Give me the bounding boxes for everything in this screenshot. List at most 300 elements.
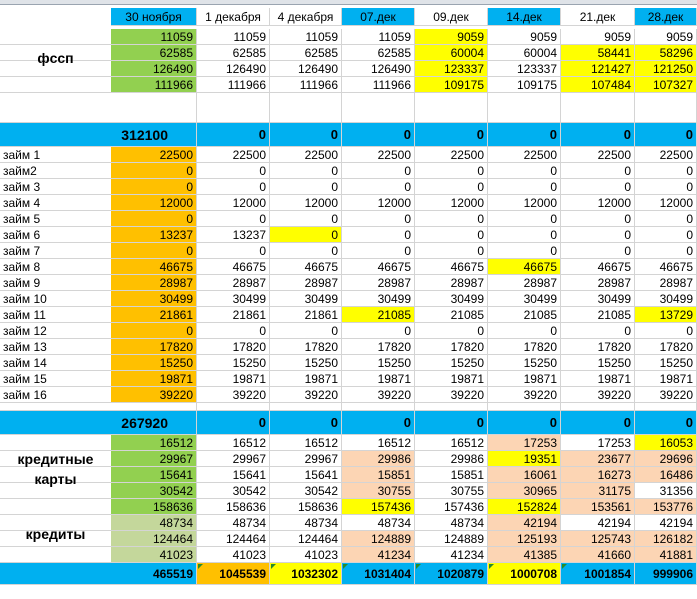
cell-value[interactable]: 28987 [415, 275, 488, 291]
cell-value[interactable]: 13237 [111, 227, 197, 243]
cell-value[interactable]: 0 [342, 123, 415, 147]
cell-value[interactable]: 0 [488, 211, 561, 227]
cell-value[interactable]: 267920 [111, 411, 197, 435]
cell-value[interactable]: 157436 [342, 499, 415, 515]
cell-value[interactable]: 0 [415, 411, 488, 435]
cell-value[interactable]: 12000 [488, 195, 561, 211]
cell-value[interactable]: 1031404 [342, 563, 415, 585]
cell-value[interactable]: 62585 [270, 45, 342, 61]
cell-value[interactable]: 0 [270, 411, 342, 435]
cell-value[interactable]: 42194 [561, 515, 635, 531]
cell-value[interactable]: 125193 [488, 531, 561, 547]
cell-value[interactable]: 21085 [561, 307, 635, 323]
cell-value[interactable]: 158636 [270, 499, 342, 515]
cell-value[interactable]: 46675 [342, 259, 415, 275]
row-label[interactable]: займ 4 [0, 195, 111, 211]
cell-value[interactable]: 17820 [415, 339, 488, 355]
cell-value[interactable]: 124464 [111, 531, 197, 547]
cell-value[interactable]: 0 [561, 411, 635, 435]
cell-value[interactable]: 0 [111, 243, 197, 259]
cell-value[interactable]: 107484 [561, 77, 635, 93]
cell-value[interactable]: 0 [197, 163, 270, 179]
cell-value[interactable]: 28987 [197, 275, 270, 291]
cell-value[interactable] [270, 403, 342, 411]
cell-value[interactable] [111, 93, 197, 123]
cell-value[interactable]: 41385 [488, 547, 561, 563]
cell-value[interactable]: 16061 [488, 467, 561, 483]
cell-value[interactable]: 29986 [342, 451, 415, 467]
cell-value[interactable]: 30755 [415, 483, 488, 499]
cell-value[interactable]: 0 [342, 243, 415, 259]
cell-value[interactable]: 0 [197, 211, 270, 227]
cell-value[interactable] [561, 403, 635, 411]
cell-value[interactable]: 21861 [197, 307, 270, 323]
cell-value[interactable]: 19871 [342, 371, 415, 387]
cell-value[interactable]: 153776 [635, 499, 697, 515]
row-label[interactable] [0, 93, 111, 123]
row-label[interactable]: займ 7 [0, 243, 111, 259]
cell-value[interactable]: 17820 [488, 339, 561, 355]
row-label[interactable]: займ 16 [0, 387, 111, 403]
cell-value[interactable]: 0 [488, 123, 561, 147]
cell-value[interactable]: 39220 [342, 387, 415, 403]
cell-value[interactable]: 17820 [111, 339, 197, 355]
cell-value[interactable]: 17820 [561, 339, 635, 355]
row-label[interactable]: займ 14 [0, 355, 111, 371]
cell-value[interactable]: 15641 [197, 467, 270, 483]
cell-value[interactable]: 30542 [197, 483, 270, 499]
cell-value[interactable]: 126490 [111, 61, 197, 77]
row-label[interactable]: займ 9 [0, 275, 111, 291]
cell-value[interactable]: 46675 [488, 259, 561, 275]
cell-value[interactable]: 0 [561, 179, 635, 195]
cell-value[interactable]: 0 [635, 227, 697, 243]
cell-value[interactable]: 41234 [342, 547, 415, 563]
cell-value[interactable]: 0 [270, 179, 342, 195]
cell-value[interactable] [270, 93, 342, 123]
cell-value[interactable]: 46675 [270, 259, 342, 275]
cell-value[interactable]: 19871 [561, 371, 635, 387]
cell-value[interactable]: 19871 [111, 371, 197, 387]
cell-value[interactable]: 0 [415, 243, 488, 259]
cell-value[interactable]: 124889 [342, 531, 415, 547]
cell-value[interactable]: 41023 [197, 547, 270, 563]
cell-value[interactable] [635, 93, 697, 123]
cell-value[interactable]: 0 [635, 123, 697, 147]
cell-value[interactable]: 12000 [111, 195, 197, 211]
cell-value[interactable]: 11059 [342, 29, 415, 45]
cell-value[interactable]: 16512 [111, 435, 197, 451]
date-header-8[interactable]: 28.дек [635, 8, 697, 26]
cell-value[interactable]: 28987 [111, 275, 197, 291]
cell-value[interactable]: 157436 [415, 499, 488, 515]
cell-value[interactable]: 999906 [635, 563, 697, 585]
cell-value[interactable]: 0 [111, 323, 197, 339]
row-label[interactable]: займ 15 [0, 371, 111, 387]
cell-value[interactable]: 15250 [111, 355, 197, 371]
cell-value[interactable]: 0 [415, 179, 488, 195]
cell-value[interactable]: 124464 [270, 531, 342, 547]
row-label[interactable] [0, 499, 111, 515]
cell-value[interactable]: 15851 [415, 467, 488, 483]
cell-value[interactable]: 0 [488, 227, 561, 243]
cell-value[interactable]: 0 [270, 323, 342, 339]
row-label[interactable] [0, 547, 111, 563]
cell-value[interactable]: 13729 [635, 307, 697, 323]
cell-value[interactable]: 0 [561, 243, 635, 259]
cell-value[interactable]: 17820 [197, 339, 270, 355]
cell-value[interactable]: 123337 [415, 61, 488, 77]
cell-value[interactable]: 39220 [197, 387, 270, 403]
cell-value[interactable]: 22500 [197, 147, 270, 163]
cell-value[interactable]: 17253 [488, 435, 561, 451]
cell-value[interactable]: 153561 [561, 499, 635, 515]
date-header-7[interactable]: 21.дек [561, 8, 635, 26]
column-header-strip[interactable] [0, 0, 697, 5]
cell-value[interactable]: 19871 [488, 371, 561, 387]
cell-value[interactable]: 0 [561, 163, 635, 179]
cell-value[interactable]: 16486 [635, 467, 697, 483]
cell-value[interactable]: 0 [342, 211, 415, 227]
cell-value[interactable] [561, 93, 635, 123]
cell-value[interactable]: 0 [197, 411, 270, 435]
cell-value[interactable]: 22500 [342, 147, 415, 163]
cell-value[interactable]: 0 [197, 179, 270, 195]
cell-value[interactable]: 12000 [561, 195, 635, 211]
cell-value[interactable] [415, 403, 488, 411]
row-label[interactable]: займ 5 [0, 211, 111, 227]
cell-value[interactable]: 30499 [415, 291, 488, 307]
cell-value[interactable]: 0 [415, 227, 488, 243]
cell-value[interactable]: 13237 [197, 227, 270, 243]
cell-value[interactable]: 0 [111, 211, 197, 227]
cell-value[interactable]: 0 [270, 243, 342, 259]
row-label[interactable] [0, 77, 111, 93]
row-label[interactable] [0, 29, 111, 45]
cell-value[interactable]: 465519 [111, 563, 197, 585]
cell-value[interactable]: 29967 [270, 451, 342, 467]
cell-value[interactable]: 125743 [561, 531, 635, 547]
cell-value[interactable]: 15641 [111, 467, 197, 483]
cell-value[interactable]: 1000708 [488, 563, 561, 585]
cell-value[interactable]: 39220 [561, 387, 635, 403]
cell-value[interactable]: 19351 [488, 451, 561, 467]
cell-value[interactable]: 111966 [197, 77, 270, 93]
cell-value[interactable]: 60004 [488, 45, 561, 61]
cell-value[interactable]: 0 [111, 179, 197, 195]
cell-value[interactable]: 0 [488, 243, 561, 259]
cell-value[interactable]: 42194 [488, 515, 561, 531]
cell-value[interactable]: 30499 [270, 291, 342, 307]
cell-value[interactable]: 30499 [342, 291, 415, 307]
cell-value[interactable]: 15641 [270, 467, 342, 483]
cell-value[interactable]: 22500 [270, 147, 342, 163]
cell-value[interactable]: 1001854 [561, 563, 635, 585]
row-label[interactable]: займ 10 [0, 291, 111, 307]
cell-value[interactable]: 17820 [342, 339, 415, 355]
cell-value[interactable]: 41023 [270, 547, 342, 563]
cell-value[interactable]: 12000 [342, 195, 415, 211]
cell-value[interactable]: 15250 [270, 355, 342, 371]
cell-value[interactable]: 46675 [635, 259, 697, 275]
cell-value[interactable]: 11059 [270, 29, 342, 45]
cell-value[interactable] [488, 403, 561, 411]
row-label[interactable] [0, 411, 111, 435]
cell-value[interactable]: 0 [197, 243, 270, 259]
cell-value[interactable]: 39220 [270, 387, 342, 403]
cell-value[interactable]: 16512 [270, 435, 342, 451]
cell-value[interactable]: 19871 [270, 371, 342, 387]
cell-value[interactable]: 0 [342, 227, 415, 243]
cell-value[interactable]: 46675 [415, 259, 488, 275]
cell-value[interactable]: 9059 [561, 29, 635, 45]
cell-value[interactable]: 0 [635, 211, 697, 227]
cell-value[interactable]: 126490 [342, 61, 415, 77]
cell-value[interactable]: 30755 [342, 483, 415, 499]
cell-value[interactable]: 15250 [635, 355, 697, 371]
date-header-3[interactable]: 4 декабря [270, 8, 342, 26]
cell-value[interactable]: 0 [342, 411, 415, 435]
cell-value[interactable]: 0 [342, 323, 415, 339]
cell-value[interactable]: 58441 [561, 45, 635, 61]
cell-value[interactable] [197, 93, 270, 123]
cell-value[interactable]: 0 [270, 163, 342, 179]
cell-value[interactable]: 121427 [561, 61, 635, 77]
date-header-4[interactable]: 07.дек [342, 8, 415, 26]
cell-value[interactable]: 111966 [270, 77, 342, 93]
row-label[interactable]: займ2 [0, 163, 111, 179]
cell-value[interactable]: 0 [488, 179, 561, 195]
cell-value[interactable]: 0 [488, 411, 561, 435]
row-label[interactable] [0, 123, 111, 147]
cell-value[interactable]: 19871 [197, 371, 270, 387]
cell-value[interactable]: 22500 [415, 147, 488, 163]
cell-value[interactable]: 15250 [342, 355, 415, 371]
cell-value[interactable]: 12000 [415, 195, 488, 211]
cell-value[interactable]: 9059 [488, 29, 561, 45]
cell-value[interactable]: 123337 [488, 61, 561, 77]
cell-value[interactable]: 0 [415, 211, 488, 227]
cell-value[interactable]: 46675 [197, 259, 270, 275]
cell-value[interactable]: 12000 [635, 195, 697, 211]
cell-value[interactable]: 17253 [561, 435, 635, 451]
date-header-1[interactable]: 30 ноября [111, 8, 197, 26]
cell-value[interactable]: 0 [635, 179, 697, 195]
cell-value[interactable] [635, 403, 697, 411]
cell-value[interactable]: 9059 [635, 29, 697, 45]
cell-value[interactable]: 0 [635, 163, 697, 179]
cell-value[interactable] [488, 93, 561, 123]
cell-value[interactable]: 30499 [197, 291, 270, 307]
cell-value[interactable]: 21861 [111, 307, 197, 323]
cell-value[interactable]: 31356 [635, 483, 697, 499]
row-label[interactable]: займ 8 [0, 259, 111, 275]
cell-value[interactable]: 28987 [561, 275, 635, 291]
cell-value[interactable]: 41023 [111, 547, 197, 563]
cell-value[interactable]: 29696 [635, 451, 697, 467]
cell-value[interactable]: 22500 [488, 147, 561, 163]
cell-value[interactable]: 16512 [415, 435, 488, 451]
cell-value[interactable]: 0 [111, 163, 197, 179]
row-label[interactable]: займ 1 [0, 147, 111, 163]
cell-value[interactable]: 0 [635, 243, 697, 259]
cell-value[interactable]: 12000 [197, 195, 270, 211]
cell-value[interactable]: 0 [415, 123, 488, 147]
cell-value[interactable]: 29967 [111, 451, 197, 467]
cell-value[interactable] [342, 93, 415, 123]
cell-value[interactable] [342, 403, 415, 411]
cell-value[interactable]: 124889 [415, 531, 488, 547]
cell-value[interactable]: 39220 [415, 387, 488, 403]
cell-value[interactable]: 28987 [488, 275, 561, 291]
cell-value[interactable]: 109175 [415, 77, 488, 93]
cell-value[interactable]: 22500 [111, 147, 197, 163]
cell-value[interactable]: 62585 [342, 45, 415, 61]
cell-value[interactable]: 16053 [635, 435, 697, 451]
cell-value[interactable]: 0 [561, 211, 635, 227]
cell-value[interactable]: 111966 [111, 77, 197, 93]
cell-value[interactable]: 21085 [342, 307, 415, 323]
table-row [0, 547, 697, 563]
table-row [0, 163, 697, 179]
cell-value[interactable]: 30542 [270, 483, 342, 499]
cell-value[interactable]: 28987 [635, 275, 697, 291]
row-label[interactable]: займ 6 [0, 227, 111, 243]
cell-value[interactable]: 0 [488, 323, 561, 339]
cell-value[interactable]: 39220 [488, 387, 561, 403]
cell-value[interactable]: 29967 [197, 451, 270, 467]
row-label[interactable] [0, 403, 111, 411]
cell-value[interactable]: 0 [635, 411, 697, 435]
cell-value[interactable]: 62585 [111, 45, 197, 61]
row-label[interactable] [0, 563, 111, 585]
cell-value[interactable]: 107327 [635, 77, 697, 93]
row-label[interactable]: займ 3 [0, 179, 111, 195]
cell-value[interactable]: 41881 [635, 547, 697, 563]
cell-value[interactable]: 48734 [415, 515, 488, 531]
cell-value[interactable]: 111966 [342, 77, 415, 93]
cell-value[interactable]: 46675 [561, 259, 635, 275]
cell-value[interactable]: 28987 [270, 275, 342, 291]
cell-value[interactable]: 30499 [111, 291, 197, 307]
cell-value[interactable]: 17820 [270, 339, 342, 355]
cell-value[interactable] [415, 93, 488, 123]
cell-value[interactable]: 0 [561, 123, 635, 147]
cell-value[interactable]: 30499 [488, 291, 561, 307]
cell-value[interactable] [111, 403, 197, 411]
cell-value[interactable]: 124464 [197, 531, 270, 547]
cell-value[interactable]: 30499 [635, 291, 697, 307]
cell-value[interactable]: 46675 [111, 259, 197, 275]
cell-value[interactable]: 42194 [635, 515, 697, 531]
cell-value[interactable]: 0 [561, 323, 635, 339]
cell-value[interactable]: 0 [342, 163, 415, 179]
cell-value[interactable]: 60004 [415, 45, 488, 61]
cell-value[interactable]: 16273 [561, 467, 635, 483]
cell-value[interactable]: 21085 [488, 307, 561, 323]
cell-value[interactable]: 16512 [197, 435, 270, 451]
cell-value[interactable]: 48734 [197, 515, 270, 531]
row-label[interactable]: займ 12 [0, 323, 111, 339]
cell-value[interactable]: 48734 [111, 515, 197, 531]
date-header-6[interactable]: 14.дек [488, 8, 561, 26]
cell-value[interactable]: 30499 [561, 291, 635, 307]
cell-value[interactable]: 312100 [111, 123, 197, 147]
date-header-5[interactable]: 09.дек [415, 8, 488, 26]
cell-value[interactable]: 28987 [342, 275, 415, 291]
cell-value[interactable]: 15250 [488, 355, 561, 371]
cell-value[interactable]: 126490 [270, 61, 342, 77]
cell-value[interactable]: 0 [415, 163, 488, 179]
cell-value[interactable]: 12000 [270, 195, 342, 211]
cell-value[interactable]: 109175 [488, 77, 561, 93]
cell-value[interactable]: 41234 [415, 547, 488, 563]
cell-value[interactable]: 41660 [561, 547, 635, 563]
cell-value[interactable]: 0 [197, 123, 270, 147]
cell-value[interactable]: 0 [488, 163, 561, 179]
cell-value[interactable]: 19871 [635, 371, 697, 387]
cell-value[interactable]: 15851 [342, 467, 415, 483]
row-label[interactable]: займ 13 [0, 339, 111, 355]
cell-value[interactable]: 15250 [197, 355, 270, 371]
cell-value[interactable]: 39220 [111, 387, 197, 403]
cell-value[interactable]: 0 [270, 227, 342, 243]
cell-value[interactable]: 17820 [635, 339, 697, 355]
cell-value[interactable]: 31175 [561, 483, 635, 499]
cell-value[interactable]: 1020879 [415, 563, 488, 585]
row-label[interactable]: займ 11 [0, 307, 111, 323]
cell-value[interactable]: 29986 [415, 451, 488, 467]
cell-value[interactable]: 22500 [635, 147, 697, 163]
cell-value[interactable]: 126490 [197, 61, 270, 77]
cell-value[interactable]: 16512 [342, 435, 415, 451]
cell-value[interactable]: 62585 [197, 45, 270, 61]
cell-value[interactable]: 15250 [561, 355, 635, 371]
cell-value[interactable]: 0 [197, 323, 270, 339]
cell-value[interactable]: 11059 [111, 29, 197, 45]
cell-value[interactable]: 126182 [635, 531, 697, 547]
cell-value[interactable]: 0 [270, 211, 342, 227]
cell-value[interactable]: 158636 [111, 499, 197, 515]
cell-value[interactable]: 30965 [488, 483, 561, 499]
cell-value[interactable]: 58296 [635, 45, 697, 61]
cell-value[interactable]: 21085 [415, 307, 488, 323]
cell-value[interactable]: 39220 [635, 387, 697, 403]
cell-value[interactable]: 1045539 [197, 563, 270, 585]
cell-value[interactable]: 30542 [111, 483, 197, 499]
cell-value[interactable]: 48734 [270, 515, 342, 531]
cell-value[interactable]: 1032302 [270, 563, 342, 585]
cell-value[interactable]: 22500 [561, 147, 635, 163]
cell-value[interactable]: 21861 [270, 307, 342, 323]
cell-value[interactable]: 15250 [415, 355, 488, 371]
cell-value[interactable]: 0 [415, 323, 488, 339]
cell-value[interactable]: 11059 [197, 29, 270, 45]
cell-value[interactable]: 48734 [342, 515, 415, 531]
cell-value[interactable]: 121250 [635, 61, 697, 77]
cell-value[interactable]: 0 [342, 179, 415, 195]
cell-value[interactable] [197, 403, 270, 411]
date-header-2[interactable]: 1 декабря [197, 8, 270, 26]
cell-value[interactable]: 0 [270, 123, 342, 147]
cell-value[interactable]: 9059 [415, 29, 488, 45]
cell-value[interactable]: 19871 [415, 371, 488, 387]
cell-value[interactable]: 0 [635, 323, 697, 339]
cell-value[interactable]: 158636 [197, 499, 270, 515]
cell-value[interactable]: 152824 [488, 499, 561, 515]
cell-value[interactable]: 23677 [561, 451, 635, 467]
cell-value[interactable]: 0 [561, 227, 635, 243]
